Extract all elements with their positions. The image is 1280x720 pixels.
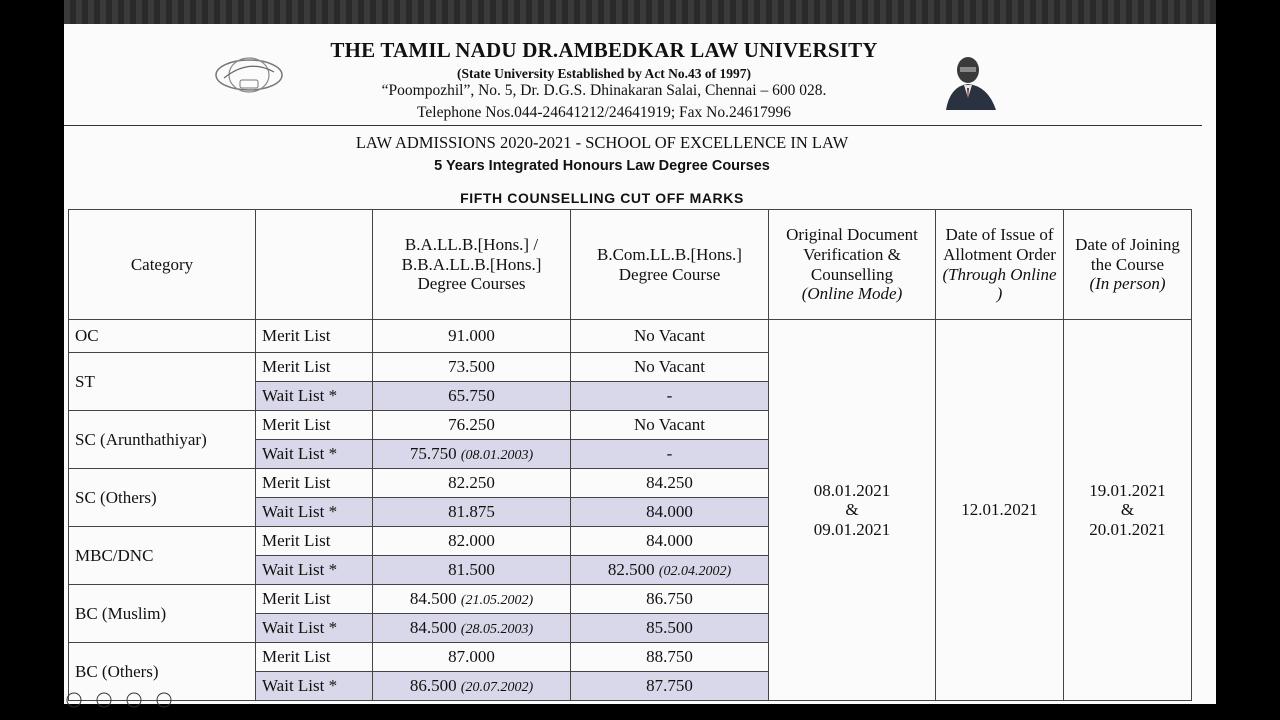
ballb-cutoff-cell [373,498,571,527]
category-cell: MBC/DNC [69,527,256,585]
allotment-date-cell [936,320,1064,701]
course-subtitle: 5 Years Integrated Honours Law Degree Courses [434,158,770,174]
bcom-mark: 84.000 [646,530,693,550]
ballb-mark: 73.500 [448,356,495,376]
ballb-mark: 82.000 [448,530,495,550]
ballb-cutoff-cell [373,614,571,643]
bcom-mark: 82.500 [607,559,655,579]
ballb-dob: (21.05.2002) [460,592,534,608]
ballb-mark: 75.750 [409,443,457,463]
portrait-photo-icon [942,50,1000,110]
address-line: “Poompozhil”, No. 5, Dr. D.G.S. Dhinakaran Salai, Chennai – 600 028. [381,82,827,99]
ballb-mark: 87.000 [448,646,495,666]
ballb-cutoff-cell [373,469,571,498]
bcom-cutoff-cell [571,672,769,701]
header-divider [64,125,1202,126]
ballb-cutoff-cell [373,411,571,440]
list-type-cell: Wait List * [256,440,373,469]
bcom-cutoff-cell [571,469,769,498]
list-type-cell: Merit List [256,320,373,353]
list-type-cell: Wait List * [256,498,373,527]
cutoff-table [68,209,1192,701]
bcom-cutoff-cell [571,411,769,440]
verification-date-2: 09.01.2021 [813,519,891,539]
header-allotment [936,210,1064,320]
category-cell: OC [69,320,256,353]
admissions-title: LAW ADMISSIONS 2020-2021 - SCHOOL OF EXCELLENCE IN LAW [355,133,849,152]
header-ballb: B.A.LL.B.[Hons.] / B.B.A.LL.B.[Hons.] Degree Courses [373,210,571,320]
list-type-cell: Wait List * [256,382,373,411]
ballb-mark: 91.000 [448,325,495,345]
ballb-cutoff-cell [373,556,571,585]
bcom-mark: No Vacant [634,325,705,345]
header-joining [1064,210,1192,320]
ballb-mark: 84.500 [409,617,457,637]
bcom-mark: No Vacant [634,414,705,434]
ballb-dob: (08.01.2003) [460,447,534,463]
category-cell: SC (Arunthathiyar) [69,411,256,469]
bcom-mark: - [666,443,673,463]
joining-dates-cell [1064,320,1192,701]
ballb-mark: 81.875 [448,501,495,521]
bcom-cutoff-cell [571,353,769,382]
bcom-cutoff-cell [571,643,769,672]
joining-date-1: 19.01.2021 [1089,480,1166,500]
ballb-mark: 86.500 [409,675,457,695]
bcom-mark: - [666,385,673,405]
ballb-cutoff-cell [373,353,571,382]
counselling-title: FIFTH COUNSELLING CUT OFF MARKS [460,190,744,206]
bcom-cutoff-cell [571,440,769,469]
header-joining-label: Date of Joining the Course [1075,235,1180,274]
header-category: Category [69,210,256,320]
ballb-mark: 84.500 [409,588,457,608]
ballb-cutoff-cell [373,672,571,701]
establishment-line: (State University Established by Act No.43 of 1997) [457,66,751,81]
ballb-cutoff-cell [373,382,571,411]
bcom-cutoff-cell [571,498,769,527]
header-allotment-label: Date of Issue of Allotment Order [943,225,1056,264]
ballb-cutoff-cell [373,527,571,556]
bcom-cutoff-cell [571,320,769,353]
list-type-cell: Merit List [256,353,373,382]
verification-date-1: 08.01.2021 [813,480,891,500]
bcom-mark: 84.250 [646,472,693,492]
list-type-cell: Merit List [256,585,373,614]
bcom-mark: 88.750 [646,646,693,666]
header-verification-label: Original Document Verification & Counselling [786,225,918,284]
ballb-mark: 81.500 [448,559,495,579]
ballb-cutoff-cell [373,643,571,672]
header-verification [769,210,936,320]
table-row [69,320,1192,353]
header-allotment-mode: (Through Online ) [942,264,1057,304]
list-type-cell: Wait List * [256,614,373,643]
verification-amp: & [845,500,859,520]
category-cell: BC (Others) [69,643,256,701]
header-list-type [256,210,373,320]
bcom-dob: (02.04.2002) [658,563,732,579]
bcom-mark: 85.500 [646,617,693,637]
category-cell: BC (Muslim) [69,585,256,643]
category-cell: ST [69,353,256,411]
document-page [64,24,1216,704]
ballb-cutoff-cell [373,440,571,469]
list-type-cell: Merit List [256,643,373,672]
screen-top-band [64,0,1216,24]
category-cell: SC (Others) [69,469,256,527]
joining-date-2: 20.01.2021 [1089,519,1166,539]
ballb-mark: 76.250 [448,414,495,434]
ballb-cutoff-cell [373,585,571,614]
allotment-date: 12.01.2021 [961,500,1038,520]
ballb-mark: 65.750 [448,385,495,405]
header-bcom: B.Com.LL.B.[Hons.] Degree Course [571,210,769,320]
player-controls-icon [64,690,194,710]
ballb-mark: 82.250 [448,472,495,492]
list-type-cell: Merit List [256,411,373,440]
list-type-cell: Wait List * [256,672,373,701]
bcom-cutoff-cell [571,585,769,614]
bcom-mark: 84.000 [646,501,693,521]
bcom-cutoff-cell [571,527,769,556]
list-type-cell: Merit List [256,469,373,498]
joining-amp: & [1120,500,1135,520]
bcom-mark: No Vacant [634,356,705,376]
ballb-cutoff-cell [373,320,571,353]
bcom-cutoff-cell [571,382,769,411]
telephone-line: Telephone Nos.044-24641212/24641919; Fax No.24617996 [417,104,791,121]
header-joining-mode: (In person) [1089,274,1166,294]
bcom-mark: 87.750 [646,675,693,695]
header-verification-mode: (Online Mode) [801,284,903,304]
list-type-cell: Wait List * [256,556,373,585]
verification-dates-cell [769,320,936,701]
list-type-cell: Merit List [256,527,373,556]
bcom-mark: 86.750 [646,588,693,608]
bcom-cutoff-cell [571,556,769,585]
ballb-dob: (20.07.2002) [460,679,534,695]
ballb-dob: (28.05.2003) [460,621,534,637]
university-name: THE TAMIL NADU DR.AMBEDKAR LAW UNIVERSITY [330,38,878,62]
bcom-cutoff-cell [571,614,769,643]
